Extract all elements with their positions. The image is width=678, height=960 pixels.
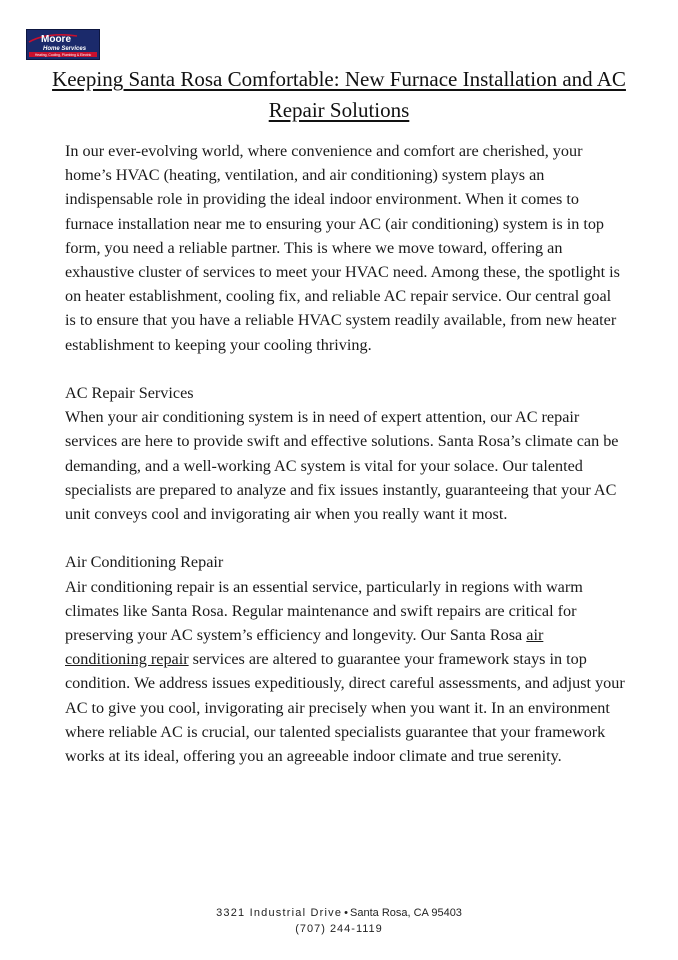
footer-separator: • [344, 907, 349, 919]
ac-repair-services-heading: AC Repair Services [65, 384, 194, 403]
paragraph-spacer [65, 526, 625, 550]
footer-city: Santa Rosa, CA 95403 [350, 907, 462, 919]
ac-repair-services-paragraph: When your air conditioning system is in need of expert attention, our AC repair services are here to provide swift and effective solutions. Santa Rosa’s climate can be demanding, and a well-working AC system is vital for your solace. Our talented specialists are prepared to analyze and fix issues instantly, guaranteeing that your AC unit conveys cool and invigorating air when you really want it most. [65, 408, 619, 524]
air-conditioning-repair-paragraph [65, 575, 625, 769]
paragraph-text: services are altered to guarantee your framework stays in top condition. We address issues expeditiously, direct careful assessments, and adjust your AC to give you cool, invigorating air precisely when you want it. In an environment where reliable AC is crucial, our talented specialists guarantee that your framework works at its ideal, offering you an agreeable indoor climate and true serenity. [65, 650, 625, 766]
article-body [65, 139, 625, 768]
logo-text-line2: Home Services [43, 46, 87, 52]
intro-paragraph: In our ever-evolving world, where convenience and comfort are cherished, your home’s HVAC (heating, ventilation, and air conditioning) system plays an indispensable role in providing the ideal indoor environment. When it comes to furnace installation near me to ensuring your AC (air conditioning) system is in top form, you need a reliable partner. This is where we move toward, offering an exhaustive cluster of services to meet your HVAC need. Among these, the spotlight is on heater establishment, cooling fix, and reliable AC repair service. Our central goal is to ensure that you have a reliable HVAC system readily available, from new heater establishment to keeping your cooling thriving. [65, 142, 620, 354]
logo-text-line1: Moore [41, 34, 71, 45]
air-conditioning-repair-link[interactable]: air conditioning repair [65, 626, 544, 669]
page-title: Keeping Santa Rosa Comfortable: New Furnace Installation and AC Repair Solutions [52, 67, 626, 122]
footer-street: 3321 Industrial Drive [216, 907, 343, 919]
paragraph-text: Air conditioning repair is an essential service, particularly in regions with warm climates like Santa Rosa. Regular maintenance and swift repairs are critical for preserving your AC system’s efficiency and longevity. Our Santa Rosa [65, 577, 583, 645]
logo-tagline: Heating, Cooling, Plumbing & Electric [34, 53, 92, 57]
footer-phone: (707) 244-1119 [295, 923, 383, 935]
air-conditioning-repair-heading: Air Conditioning Repair [65, 553, 224, 572]
company-logo [26, 29, 100, 60]
footer-address [0, 905, 678, 921]
paragraph-spacer [65, 357, 625, 381]
page-footer [0, 905, 678, 937]
